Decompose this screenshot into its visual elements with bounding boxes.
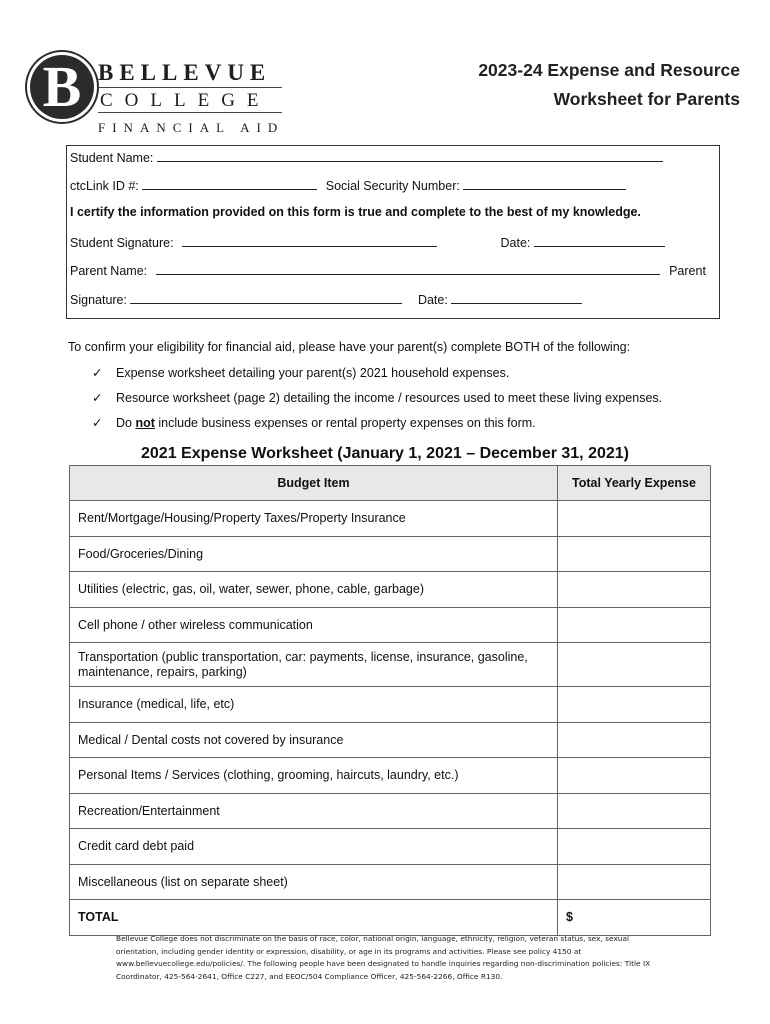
table-row [70,643,711,687]
student-name-label: Student Name: [70,151,154,165]
logo-bellevue: BELLEVUE [98,60,272,85]
total-label: TOTAL [70,900,558,936]
expense-input-cell[interactable] [558,722,711,758]
table-row [70,536,711,572]
bellevue-college-logo [30,52,292,134]
checkmark-icon: ✓ [92,416,103,430]
table-row [70,607,711,643]
budget-item-cell: Insurance (medical, life, etc) [70,687,558,723]
list-item [92,365,662,390]
table-row [70,722,711,758]
list-item [92,415,662,440]
table-row [70,793,711,829]
parent-name-row [70,262,706,278]
page-title [440,56,740,114]
checklist-item-emphasis: not [135,416,155,430]
checkmark-icon: ✓ [92,366,103,380]
nondiscrimination-footer: Bellevue College does not discriminate on the basis of race, color, national origin, language, ethnicity, religion, veteran status, sex, sexual orientation, including gender identity or expression, disability, or age in its programs and activities. Please see policy 4150 at www.bellevuecollege.edu/policies/. The following people have been designated to handle inquiries regarding non-discrimination policies: Title IX Coordinator, 425-564-2641, Office C227, and EEOC/504 Compliance Officer, 425-564-2266, Office R130. [116,934,651,981]
student-signature-field[interactable] [182,234,437,247]
budget-item-cell: Transportation (public transportation, car: payments, license, insurance, gasoline, maintenance, repairs, parking) [70,643,558,687]
ssn-field[interactable] [463,177,626,190]
budget-item-cell: Food/Groceries/Dining [70,536,558,572]
checklist-item-prefix: Do [116,416,136,430]
checklist [92,365,662,440]
student-info-box [66,145,720,319]
parent-date-field[interactable] [451,291,582,304]
logo-rule [98,87,282,88]
logo-rule [98,112,282,113]
budget-item-cell: Utilities (electric, gas, oil, water, sewer, phone, cable, garbage) [70,572,558,608]
column-header-total-yearly-expense: Total Yearly Expense [558,466,711,501]
expense-input-cell[interactable] [558,793,711,829]
title-line1: 2023-24 Expense and Resource [478,60,740,80]
column-header-budget-item: Budget Item [70,466,558,501]
ctclink-field[interactable] [142,177,317,190]
checklist-item-text: Resource worksheet (page 2) detailing the income / resources used to meet these living expenses. [116,391,663,405]
ids-row [70,177,626,193]
budget-item-cell: Rent/Mortgage/Housing/Property Taxes/Property Insurance [70,501,558,537]
checkmark-icon: ✓ [92,391,103,405]
worksheet-title: 2021 Expense Worksheet (January 1, 2021 – December 31, 2021) [141,445,629,462]
expense-input-cell[interactable] [558,536,711,572]
budget-item-cell: Recreation/Entertainment [70,793,558,829]
budget-item-cell: Medical / Dental costs not covered by insurance [70,722,558,758]
title-line2: Worksheet for Parents [553,89,740,109]
checklist-item-suffix: include business expenses or rental property expenses on this form. [154,416,536,430]
certify-statement: I certify the information provided on this form is true and complete to the best of my knowledge. [70,205,641,219]
signature-label: Signature: [70,293,127,307]
parent-name-label: Parent Name: [70,264,148,278]
student-name-row [70,149,663,165]
list-item [92,390,662,415]
student-signature-row [70,234,665,250]
parent-label: Parent [669,264,706,278]
table-row [70,687,711,723]
budget-item-cell: Miscellaneous (list on separate sheet) [70,864,558,900]
student-signature-label: Student Signature: [70,236,174,250]
table-row [70,864,711,900]
table-row [70,758,711,794]
budget-item-cell: Personal Items / Services (clothing, grooming, haircuts, laundry, etc.) [70,758,558,794]
logo-financial-aid: FINANCIAL AID [98,120,285,135]
expense-input-cell[interactable] [558,607,711,643]
parent-name-field[interactable] [156,262,660,275]
budget-item-cell: Credit card debt paid [70,829,558,865]
table-row [70,829,711,865]
expense-input-cell[interactable] [558,687,711,723]
parent-signature-field[interactable] [130,291,402,304]
ctclink-label: ctcLink ID #: [70,179,139,193]
expense-input-cell[interactable] [558,758,711,794]
student-name-field[interactable] [157,149,663,162]
intro-text: To confirm your eligibility for financial aid, please have your parent(s) complete BOTH of the following: [68,340,631,354]
ssn-label: Social Security Number: [325,179,460,193]
table-row [70,501,711,537]
expense-input-cell[interactable] [558,643,711,687]
logo-college: COLLEGE [100,90,271,111]
date-label: Date: [417,293,448,307]
checklist-item-text: Expense worksheet detailing your parent(s) 2021 household expenses. [116,366,510,380]
date-label: Date: [500,236,531,250]
table-row [70,572,711,608]
budget-item-cell: Cell phone / other wireless communication [70,607,558,643]
student-date-field[interactable] [534,234,665,247]
expense-table [69,465,711,936]
parent-signature-row [70,291,582,307]
expense-input-cell[interactable] [558,864,711,900]
expense-input-cell[interactable] [558,572,711,608]
table-header-row [70,466,711,501]
total-row [70,900,711,936]
total-value-cell[interactable]: $ [558,900,711,936]
logo-initial: B [42,54,82,119]
expense-input-cell[interactable] [558,829,711,865]
expense-input-cell[interactable] [558,501,711,537]
